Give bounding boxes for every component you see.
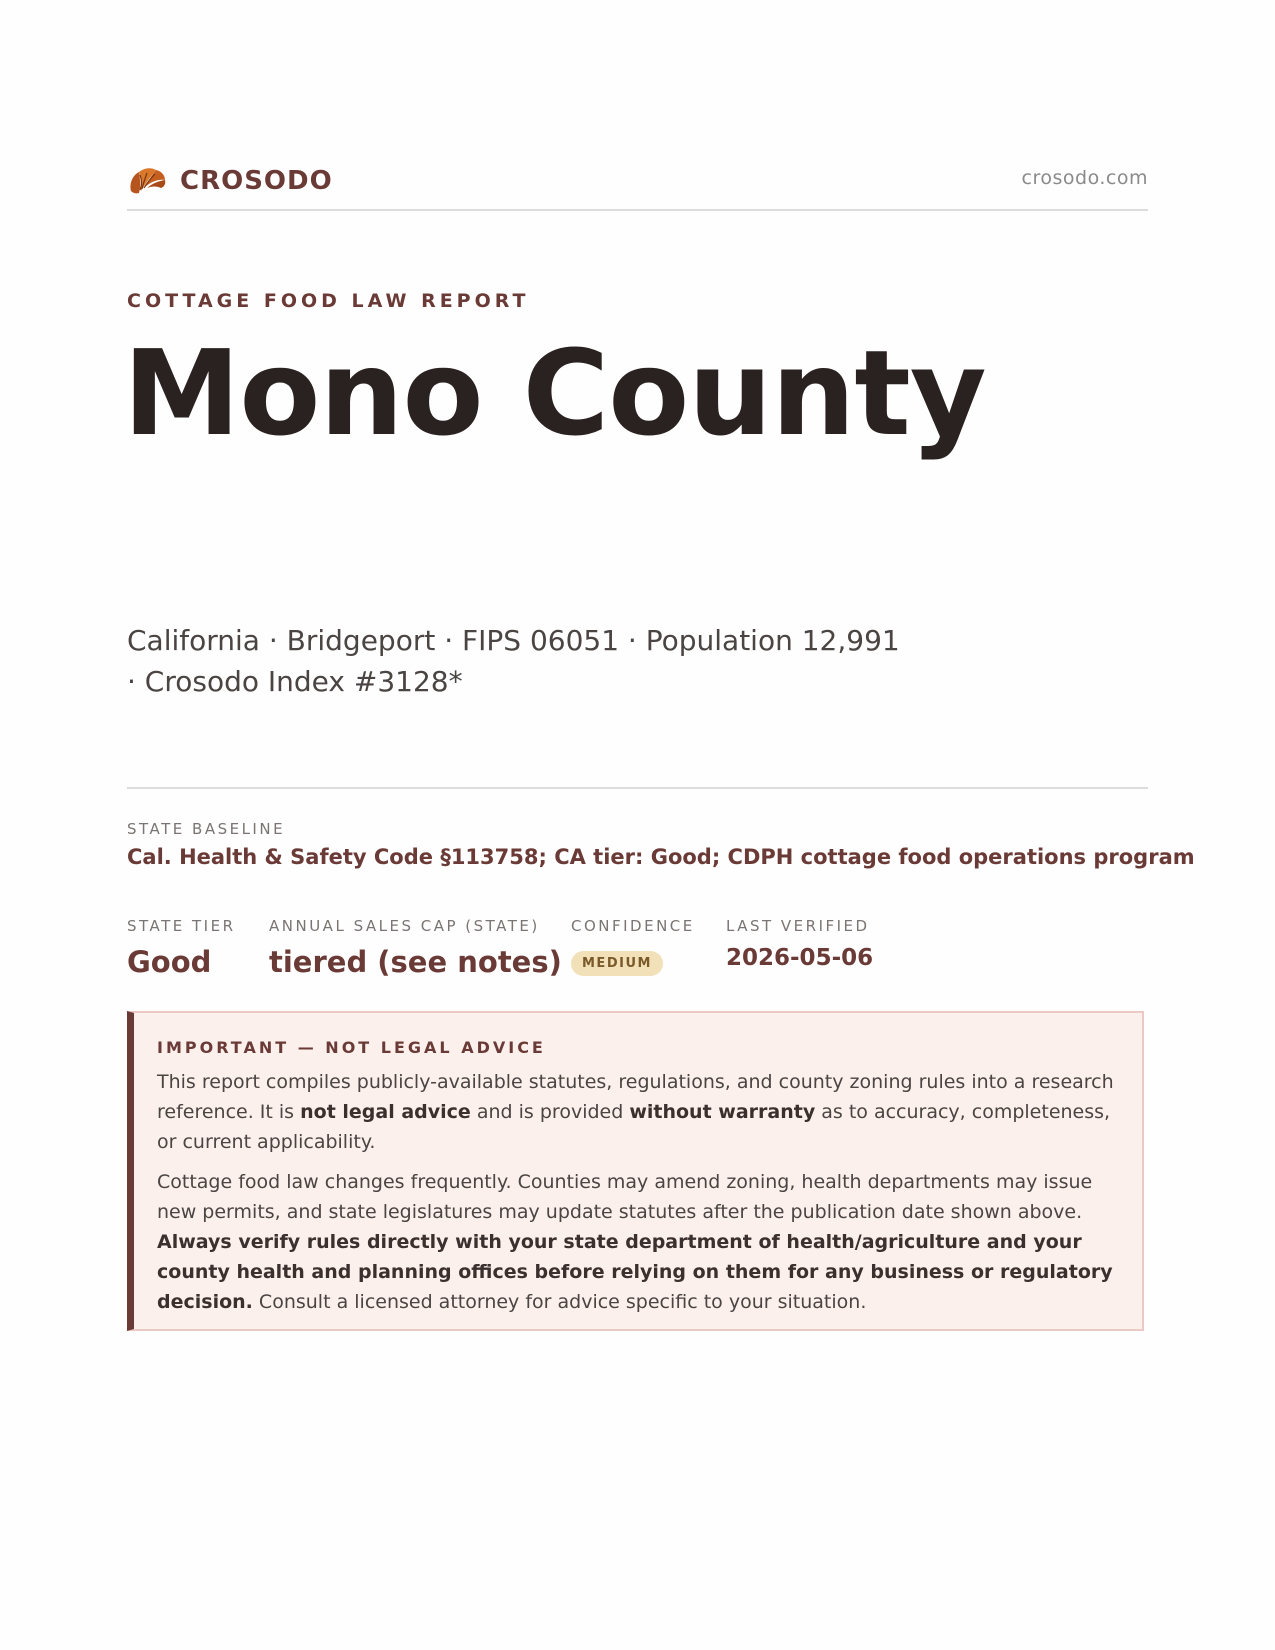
stat-label: STATE TIER — [127, 917, 236, 935]
notice-paragraph — [157, 1167, 1117, 1317]
state-baseline-text: Cal. Health & Safety Code §113758; CA tier: Good; CDPH cottage food operations program — [127, 845, 1195, 869]
stat-label: CONFIDENCE — [571, 917, 695, 935]
notice-text: Cottage food law changes frequently. Counties may amend zoning, health departments may issue new permits, and state legislatures may update statutes after the publication date shown above. — [157, 1171, 1093, 1223]
notice-emphasis: without warranty — [629, 1101, 816, 1123]
notice-emphasis: Always verify rules directly with your state department of health/agriculture and your county health and planning offices before relying on them for any business or regulatory decision. — [157, 1231, 1113, 1313]
brand-name: CROSODO — [180, 166, 333, 196]
stat-state-tier — [127, 917, 236, 979]
notice-body — [157, 1067, 1117, 1327]
notice-text: Consult a licensed attorney for advice specific to your situation. — [252, 1291, 867, 1313]
notice-heading: IMPORTANT — NOT LEGAL ADVICE — [157, 1038, 546, 1057]
notice-text: as to accuracy, completeness, or current applicability. — [157, 1101, 1111, 1153]
brand — [127, 161, 333, 201]
notice-text: This report compiles publicly-available statutes, regulations, and county zoning rules into a research reference. It is — [157, 1071, 1114, 1123]
stat-last-verified — [726, 917, 874, 971]
section-divider — [127, 787, 1148, 789]
stat-value: tiered (see notes) — [269, 945, 562, 979]
croissant-icon — [127, 161, 167, 201]
legal-notice — [127, 1011, 1144, 1331]
county-meta: California · Bridgeport · FIPS 06051 · Population 12,991 · Crosodo Index #3128* — [127, 624, 900, 698]
notice-text: and is provided — [470, 1101, 630, 1123]
state-baseline-label: STATE BASELINE — [127, 820, 286, 838]
stats-row — [127, 917, 1148, 977]
stat-label: LAST VERIFIED — [726, 917, 870, 935]
stat-confidence — [571, 917, 695, 971]
page-title: Mono County — [123, 324, 986, 462]
stat-value: Good — [127, 945, 212, 979]
stat-label: ANNUAL SALES CAP (STATE) — [269, 917, 540, 935]
report-kicker: COTTAGE FOOD LAW REPORT — [127, 290, 530, 312]
stat-value: 2026-05-06 — [726, 945, 874, 971]
stat-sales-cap — [269, 917, 562, 979]
site-url[interactable]: crosodo.com — [1021, 167, 1148, 189]
notice-paragraph — [157, 1067, 1117, 1157]
notice-emphasis: not legal advice — [300, 1101, 471, 1123]
confidence-badge: MEDIUM — [571, 951, 663, 976]
page-header — [127, 155, 1148, 211]
